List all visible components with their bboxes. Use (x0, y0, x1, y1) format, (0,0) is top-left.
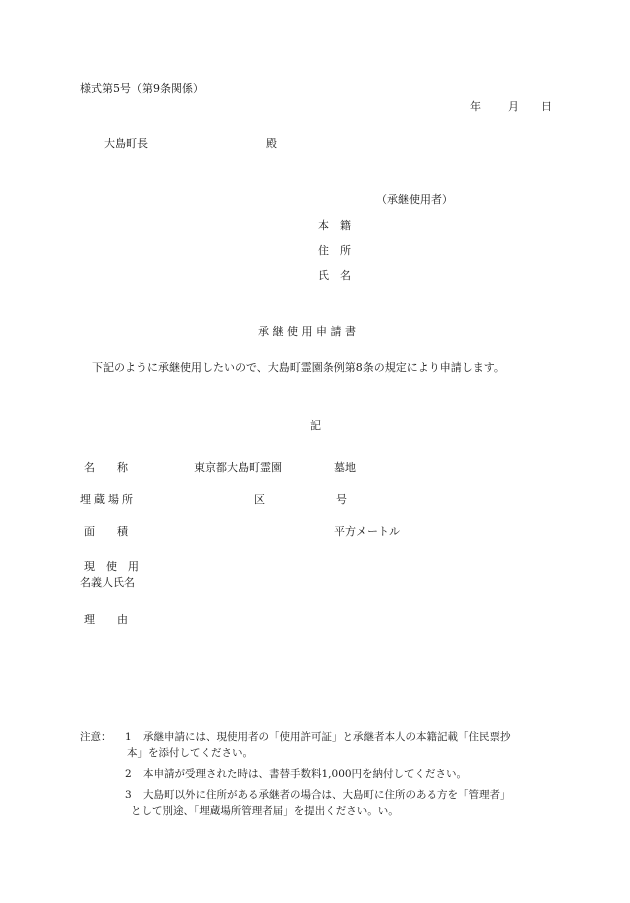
addressee-honorific: 殿 (266, 137, 277, 150)
note-3-line2: として別途、「埋蔵場所管理者届」を提出ください。い。 (131, 805, 399, 817)
note-1-line1: 承継申請には、現使用者の「使用許可証」と承継者本人の本籍記載「住民票抄 (143, 731, 511, 743)
form-number: 様式第5号（第9条関係） (80, 82, 204, 95)
name-value: 東京都大島町霊園 (194, 461, 282, 474)
current-user-label-1: 現 使 用 (84, 560, 139, 573)
date-year: 年 (470, 100, 481, 113)
honseki-label: 本 籍 (318, 219, 351, 232)
jusho-label: 住 所 (318, 244, 351, 257)
note-1-line2: 本」を添付してください。 (127, 747, 253, 759)
applicant-role: （承継使用者） (376, 193, 453, 206)
name-label: 名 称 (84, 461, 128, 474)
note-2-line1: 本申請が受理された時は、書替手数料1,000円を納付してください。 (143, 768, 468, 780)
place-ku: 区 (254, 493, 265, 506)
place-label: 埋蔵場所 (80, 493, 136, 506)
reason-label: 理 由 (84, 613, 128, 626)
page-title: 承 継 使 用 申 請 書 (258, 325, 356, 338)
area-label: 面 積 (84, 525, 128, 538)
name-suffix: 墓地 (334, 461, 356, 474)
note-1-num: 1 (125, 731, 132, 743)
ki-heading: 記 (310, 419, 321, 432)
body-text: 下記のように承継使用したいので、大島町霊園条例第8条の規定により申請します。 (92, 361, 505, 374)
note-3-line1: 大島町以外に住所がある承継者の場合は、大島町に住所のある方を「管理者」 (143, 789, 511, 801)
shimei-label: 氏 名 (318, 269, 351, 282)
place-go: 号 (336, 493, 347, 506)
note-2-num: 2 (125, 768, 132, 780)
addressee-name: 大島町長 (104, 137, 148, 150)
notes-heading: 注意： (80, 731, 112, 743)
date-month: 月 (508, 100, 519, 113)
current-user-label-2: 名義人氏名 (80, 576, 135, 589)
date-day: 日 (541, 100, 552, 113)
area-unit: 平方メートル (334, 525, 400, 538)
note-3-num: 3 (125, 789, 132, 801)
